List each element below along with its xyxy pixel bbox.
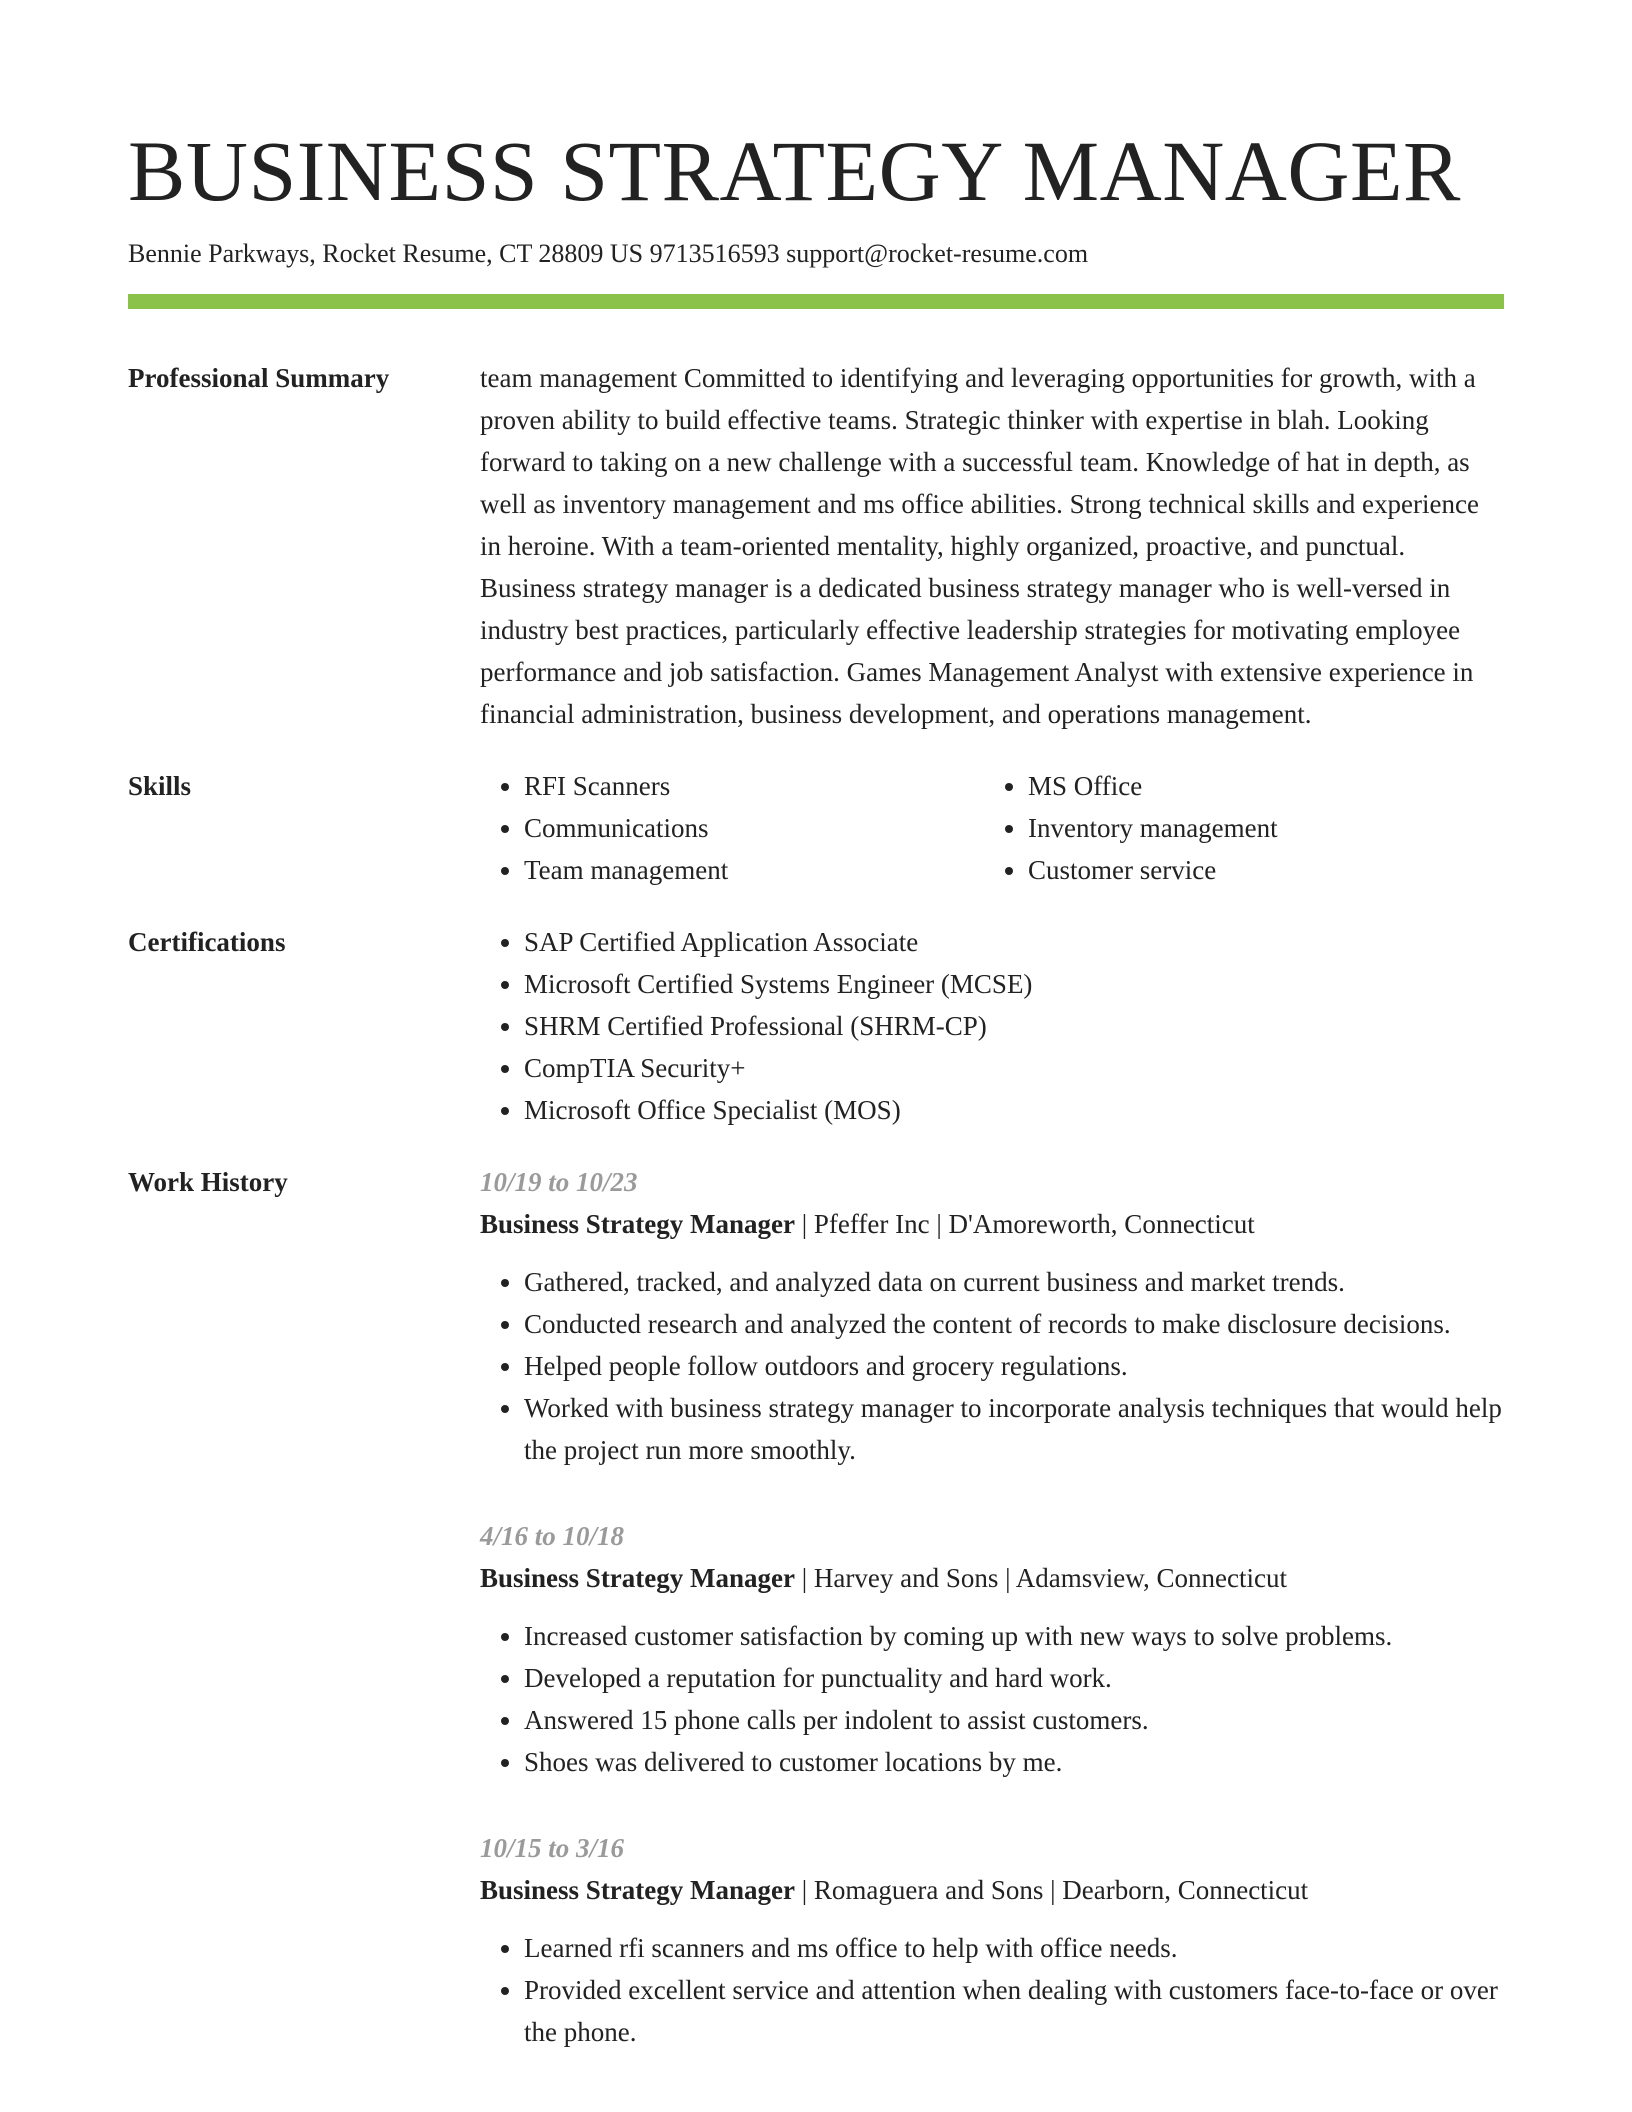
skills-heading: Skills <box>128 771 192 801</box>
work-history-section <box>128 1161 1504 2097</box>
certification-item: • Microsoft Certified Systems Engineer (MCSE) <box>524 963 1504 1005</box>
job-bullet: • Developed a reputation for punctuality and hard work. <box>524 1657 1504 1699</box>
job-bullet: • Gathered, tracked, and analyzed data on current business and market trends. <box>524 1261 1504 1303</box>
job-bullet: • Answered 15 phone calls per indolent to assist customers. <box>524 1699 1504 1741</box>
job-bullet: • Worked with business strategy manager to incorporate analysis techniques that would help the project run more smoothly. <box>524 1387 1504 1471</box>
job-title: Business Strategy Manager <box>480 1209 795 1239</box>
resume-title: BUSINESS STRATEGY MANAGER <box>128 123 1461 219</box>
certifications-list <box>480 921 1504 1131</box>
certification-item: • SAP Certified Application Associate <box>524 921 1504 963</box>
job-bullet: • Conducted research and analyzed the content of records to make disclosure decisions. <box>524 1303 1504 1345</box>
skills-list-right <box>984 765 1488 891</box>
certifications-section <box>128 921 1504 1131</box>
job-entry <box>480 1827 1504 2053</box>
job-bullets <box>480 1927 1504 2053</box>
job-date: 10/15 to 3/16 <box>480 1833 625 1863</box>
certifications-heading: Certifications <box>128 927 286 957</box>
certification-item: • Microsoft Office Specialist (MOS) <box>524 1089 1504 1131</box>
job-bullets <box>480 1261 1504 1471</box>
certification-item: • SHRM Certified Professional (SHRM-CP) <box>524 1005 1504 1047</box>
skill-item: • Team management <box>524 849 984 891</box>
skill-item: • Communications <box>524 807 984 849</box>
job-title: Business Strategy Manager <box>480 1875 795 1905</box>
job-bullet: • Shoes was delivered to customer locations by me. <box>524 1741 1504 1783</box>
job-bullet: • Helped people follow outdoors and grocery regulations. <box>524 1345 1504 1387</box>
job-title-line <box>480 1557 1504 1599</box>
job-date: 10/19 to 10/23 <box>480 1167 638 1197</box>
job-title-line <box>480 1203 1504 1245</box>
job-bullet: • Learned rfi scanners and ms office to help with office needs. <box>524 1927 1504 1969</box>
skill-item: • RFI Scanners <box>524 765 984 807</box>
accent-divider <box>128 294 1504 309</box>
summary-text: team management Committed to identifying and leveraging opportunities for growth, with a proven ability to build effective teams. Strategic thinker with expertise in blah. Looking forward to taking on a new challenge with a successful team. Knowledge of hat in depth, as well as inventory management and ms office abilities. Strong technical skills and experience in heroine. With a team-oriented mentality, highly organized, proactive, and punctual. Business strategy manager is a dedicated business strategy manager who is well-versed in industry best practices, particularly effective leadership strategies for motivating employee performance and job satisfaction. Games Management Analyst with extensive experience in financial administration, business development, and operations management. <box>480 363 1479 729</box>
skills-list-left <box>480 765 984 891</box>
certification-item: • CompTIA Security+ <box>524 1047 1504 1089</box>
skill-item: • Inventory management <box>1028 807 1488 849</box>
summary-section <box>128 357 1504 735</box>
work-history-heading: Work History <box>128 1167 288 1197</box>
job-details: | Pfeffer Inc | D'Amoreworth, Connecticut <box>794 1209 1255 1239</box>
skills-section <box>128 765 1504 891</box>
contact-line: Bennie Parkways, Rocket Resume, CT 28809 US 9713516593 support@rocket-resume.com <box>128 239 1089 268</box>
job-bullets <box>480 1615 1504 1783</box>
skill-item: • MS Office <box>1028 765 1488 807</box>
job-entry <box>480 1515 1504 1783</box>
job-entry <box>480 1161 1504 1471</box>
job-title: Business Strategy Manager <box>480 1563 795 1593</box>
job-title-line <box>480 1869 1504 1911</box>
skill-item: • Customer service <box>1028 849 1488 891</box>
job-bullet: • Increased customer satisfaction by coming up with new ways to solve problems. <box>524 1615 1504 1657</box>
job-details: | Harvey and Sons | Adamsview, Connecticut <box>794 1563 1287 1593</box>
job-details: | Romaguera and Sons | Dearborn, Connecticut <box>794 1875 1309 1905</box>
summary-heading: Professional Summary <box>128 363 390 393</box>
job-date: 4/16 to 10/18 <box>480 1521 625 1551</box>
resume-page <box>128 118 1504 2097</box>
job-bullet: • Provided excellent service and attention when dealing with customers face-to-face or over the phone. <box>524 1969 1504 2053</box>
